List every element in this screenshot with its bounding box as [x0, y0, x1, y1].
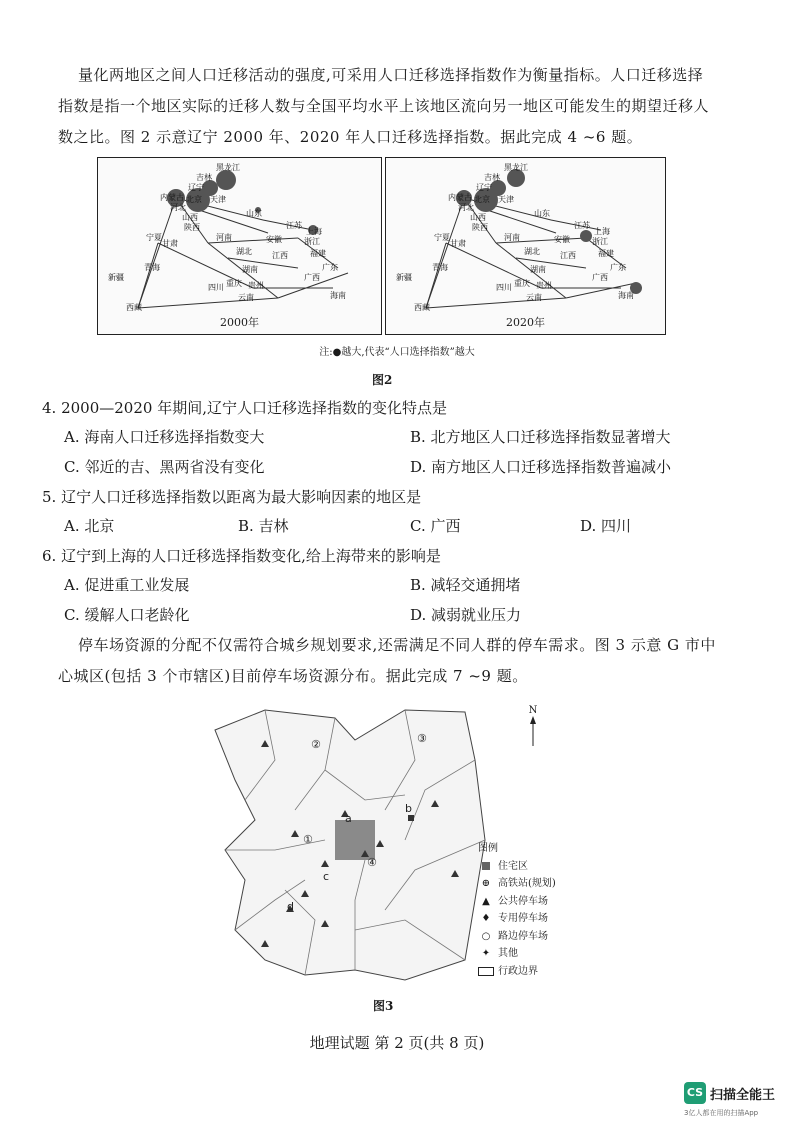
marker-3-label: ③ [417, 732, 427, 745]
province-label-jiangsu: 江苏 [286, 221, 302, 230]
province-label-yunnan: 云南 [238, 293, 254, 302]
legend-row-other: ✦ 其他 [478, 945, 556, 963]
province-label-zhejiang: 浙江 [304, 237, 320, 246]
province-label-beijing: 北京 [186, 195, 202, 204]
residential-square-icon [478, 862, 494, 870]
province-label-ningxia: 宁夏 [434, 233, 450, 242]
migration-map-2000 [98, 158, 381, 334]
marker-2-label: ② [311, 738, 321, 751]
province-label-jiangxi: 江西 [272, 251, 288, 260]
province-label-xinjiang: 新疆 [108, 273, 124, 282]
province-label-jiangsu: 江苏 [574, 221, 590, 230]
marker-a-label: a [345, 812, 352, 825]
province-label-yunnan: 云南 [526, 293, 542, 302]
question-5-stem: 5. 辽宁人口迁移选择指数以距离为最大影响因素的地区是 [42, 488, 422, 506]
province-label-hubei: 湖北 [236, 247, 252, 256]
province-label-guizhou: 贵州 [248, 281, 264, 290]
province-label-guangxi: 广西 [304, 273, 320, 282]
intro-line-2: 指数是指一个地区实际的迁移人数与全国平均水平上该地区流向另一地区可能发生的期望迁移人 [58, 97, 710, 115]
province-label-fujian: 福建 [598, 249, 614, 258]
province-label-anhui: 安徽 [554, 235, 570, 244]
map-2000-caption: 2000年 [220, 316, 259, 329]
figure-2-label: 图2 [372, 373, 393, 387]
other-star-icon: ✦ [481, 948, 491, 959]
intro-line-3: 数之比。图 2 示意辽宁 2000 年、2020 年人口迁移选择指数。据此完成 4 ~6 题。 [58, 128, 643, 146]
province-label-neimenggu: 内蒙古 [160, 193, 184, 202]
province-label-henan: 河南 [504, 233, 520, 242]
question-5-option-d[interactable]: D. 四川 [580, 517, 632, 535]
province-label-shanxi: 山西 [182, 213, 198, 222]
province-label-qinghai: 青海 [432, 263, 448, 272]
brand-tagline: 3亿人都在用的扫描App [684, 1109, 759, 1117]
legend-title: 图例 [478, 843, 498, 854]
intro-2-paragraph [58, 630, 738, 692]
migration-map-2020 [386, 158, 665, 334]
question-6-option-a[interactable]: A. 促进重工业发展 [64, 576, 190, 594]
legend-row-roadside: ○ 路边停车场 [478, 928, 556, 946]
map-2020-caption: 2020年 [506, 316, 545, 329]
question-4-option-b[interactable]: B. 北方地区人口迁移选择指数显著增大 [410, 428, 671, 446]
brand-name: 扫描全能王 [710, 1087, 776, 1103]
province-label-gansu: 甘肃 [162, 239, 178, 248]
province-label-tianjin: 天津 [210, 195, 226, 204]
north-label: N [528, 705, 538, 716]
page-footer: 地理试题 第 2 页(共 8 页) [309, 1034, 485, 1052]
province-label-chongqing: 重庆 [514, 279, 530, 288]
question-6-stem: 6. 辽宁到上海的人口迁移选择指数变化,给上海带来的影响是 [42, 547, 441, 565]
legend-row-private: ♦ 专用停车场 [478, 910, 556, 928]
province-label-xizang: 西藏 [414, 303, 430, 312]
province-label-guizhou: 贵州 [536, 281, 552, 290]
province-label-shaanxi: 陕西 [472, 223, 488, 232]
province-label-sichuan: 四川 [208, 283, 224, 292]
hsr-station-icon: ⊕ [481, 878, 491, 889]
intro-2-line-1: 停车场资源的分配不仅需符合城乡规划要求,还需满足不同人群的停车需求。图 3 示意 G 市中 [78, 636, 716, 654]
legend-row-hsr: ⊕ 高铁站(规划) [478, 875, 556, 893]
province-label-hainan: 海南 [618, 291, 634, 300]
province-label-guangdong: 广东 [610, 263, 626, 272]
question-4-option-c[interactable]: C. 邻近的吉、黑两省没有变化 [64, 458, 265, 476]
province-label-jiangxi: 江西 [560, 251, 576, 260]
private-parking-diamond-icon: ♦ [481, 913, 491, 924]
province-label-shanxi: 山西 [470, 213, 486, 222]
province-label-anhui: 安徽 [266, 235, 282, 244]
roadside-parking-circle-icon: ○ [481, 930, 491, 942]
marker-4-label: ④ [367, 856, 377, 869]
province-label-hebei: 河北 [170, 203, 186, 212]
north-arrow [526, 705, 540, 750]
province-label-guangxi: 广西 [592, 273, 608, 282]
question-6-option-d[interactable]: D. 减弱就业压力 [410, 606, 522, 624]
province-label-neimenggu: 内蒙古 [448, 193, 472, 202]
province-label-zhejiang: 浙江 [592, 237, 608, 246]
province-label-liaoning: 辽宁 [476, 183, 492, 192]
province-label-tianjin: 天津 [498, 195, 514, 204]
question-6-option-b[interactable]: B. 减轻交通拥堵 [410, 576, 521, 594]
intro-paragraph [58, 60, 738, 153]
map-2020 [385, 157, 666, 335]
province-label-shanghai: 上海 [594, 227, 610, 236]
province-label-hunan: 湖南 [530, 265, 546, 274]
public-parking-triangle-icon: ▲ [482, 895, 490, 907]
legend-row-public: ▲ 公共停车场 [478, 893, 556, 911]
north-arrow-icon [526, 716, 540, 746]
province-label-jilin: 吉林 [196, 173, 212, 182]
province-label-shandong: 山东 [246, 209, 262, 218]
marker-c-label: c [323, 870, 330, 883]
province-label-hainan: 海南 [330, 291, 346, 300]
marker-b-label: b [405, 802, 412, 815]
map-2000 [97, 157, 382, 335]
province-label-hubei: 湖北 [524, 247, 540, 256]
province-label-beijing: 北京 [474, 195, 490, 204]
question-4-option-d[interactable]: D. 南方地区人口迁移选择指数普遍减小 [410, 458, 672, 476]
question-5-option-c[interactable]: C. 广西 [410, 517, 461, 535]
question-6-option-c[interactable]: C. 缓解人口老龄化 [64, 606, 190, 624]
province-label-henan: 河南 [216, 233, 232, 242]
question-5-option-a[interactable]: A. 北京 [64, 517, 115, 535]
camscanner-logo-icon: CS [684, 1082, 706, 1104]
province-label-qinghai: 青海 [144, 263, 160, 272]
intro-2-line-2: 心城区(包括 3 个市辖区)目前停车场资源分布。据此完成 7 ~9 题。 [58, 667, 528, 685]
province-label-shanghai: 上海 [306, 227, 322, 236]
province-label-hunan: 湖南 [242, 265, 258, 274]
province-label-shaanxi: 陕西 [184, 223, 200, 232]
scanner-brand [684, 1082, 776, 1117]
province-label-shandong: 山东 [534, 209, 550, 218]
marker-1-label: ① [303, 833, 313, 846]
legend-row-residential: 住宅区 [478, 858, 556, 876]
question-5-option-b[interactable]: B. 吉林 [238, 517, 289, 535]
province-label-hebei: 河北 [458, 203, 474, 212]
province-label-jilin: 吉林 [484, 173, 500, 182]
question-4-option-a[interactable]: A. 海南人口迁移选择指数变大 [64, 428, 265, 446]
province-label-gansu: 甘肃 [450, 239, 466, 248]
province-label-xinjiang: 新疆 [396, 273, 412, 282]
province-label-ningxia: 宁夏 [146, 233, 162, 242]
intro-line-1: 量化两地区之间人口迁移活动的强度,可采用人口迁移选择指数作为衡量指标。人口迁移选择 [78, 66, 704, 84]
question-4-stem: 4. 2000—2020 年期间,辽宁人口迁移选择指数的变化特点是 [42, 399, 447, 417]
map-legend [478, 840, 556, 980]
figure-2-note: 注:●越大,代表“人口选择指数”越大 [319, 347, 475, 358]
province-label-sichuan: 四川 [496, 283, 512, 292]
province-label-fujian: 福建 [310, 249, 326, 258]
legend-row-boundary: 行政边界 [478, 963, 556, 981]
parking-distribution-map [205, 700, 495, 990]
province-label-chongqing: 重庆 [226, 279, 242, 288]
province-label-heilongjiang: 黑龙江 [216, 163, 240, 172]
figure-3-label: 图3 [373, 999, 394, 1013]
boundary-rect-icon [478, 967, 494, 976]
province-label-liaoning: 辽宁 [188, 183, 204, 192]
province-label-heilongjiang: 黑龙江 [504, 163, 528, 172]
province-label-xizang: 西藏 [126, 303, 142, 312]
marker-d-label: d [287, 900, 294, 913]
province-label-guangdong: 广东 [322, 263, 338, 272]
